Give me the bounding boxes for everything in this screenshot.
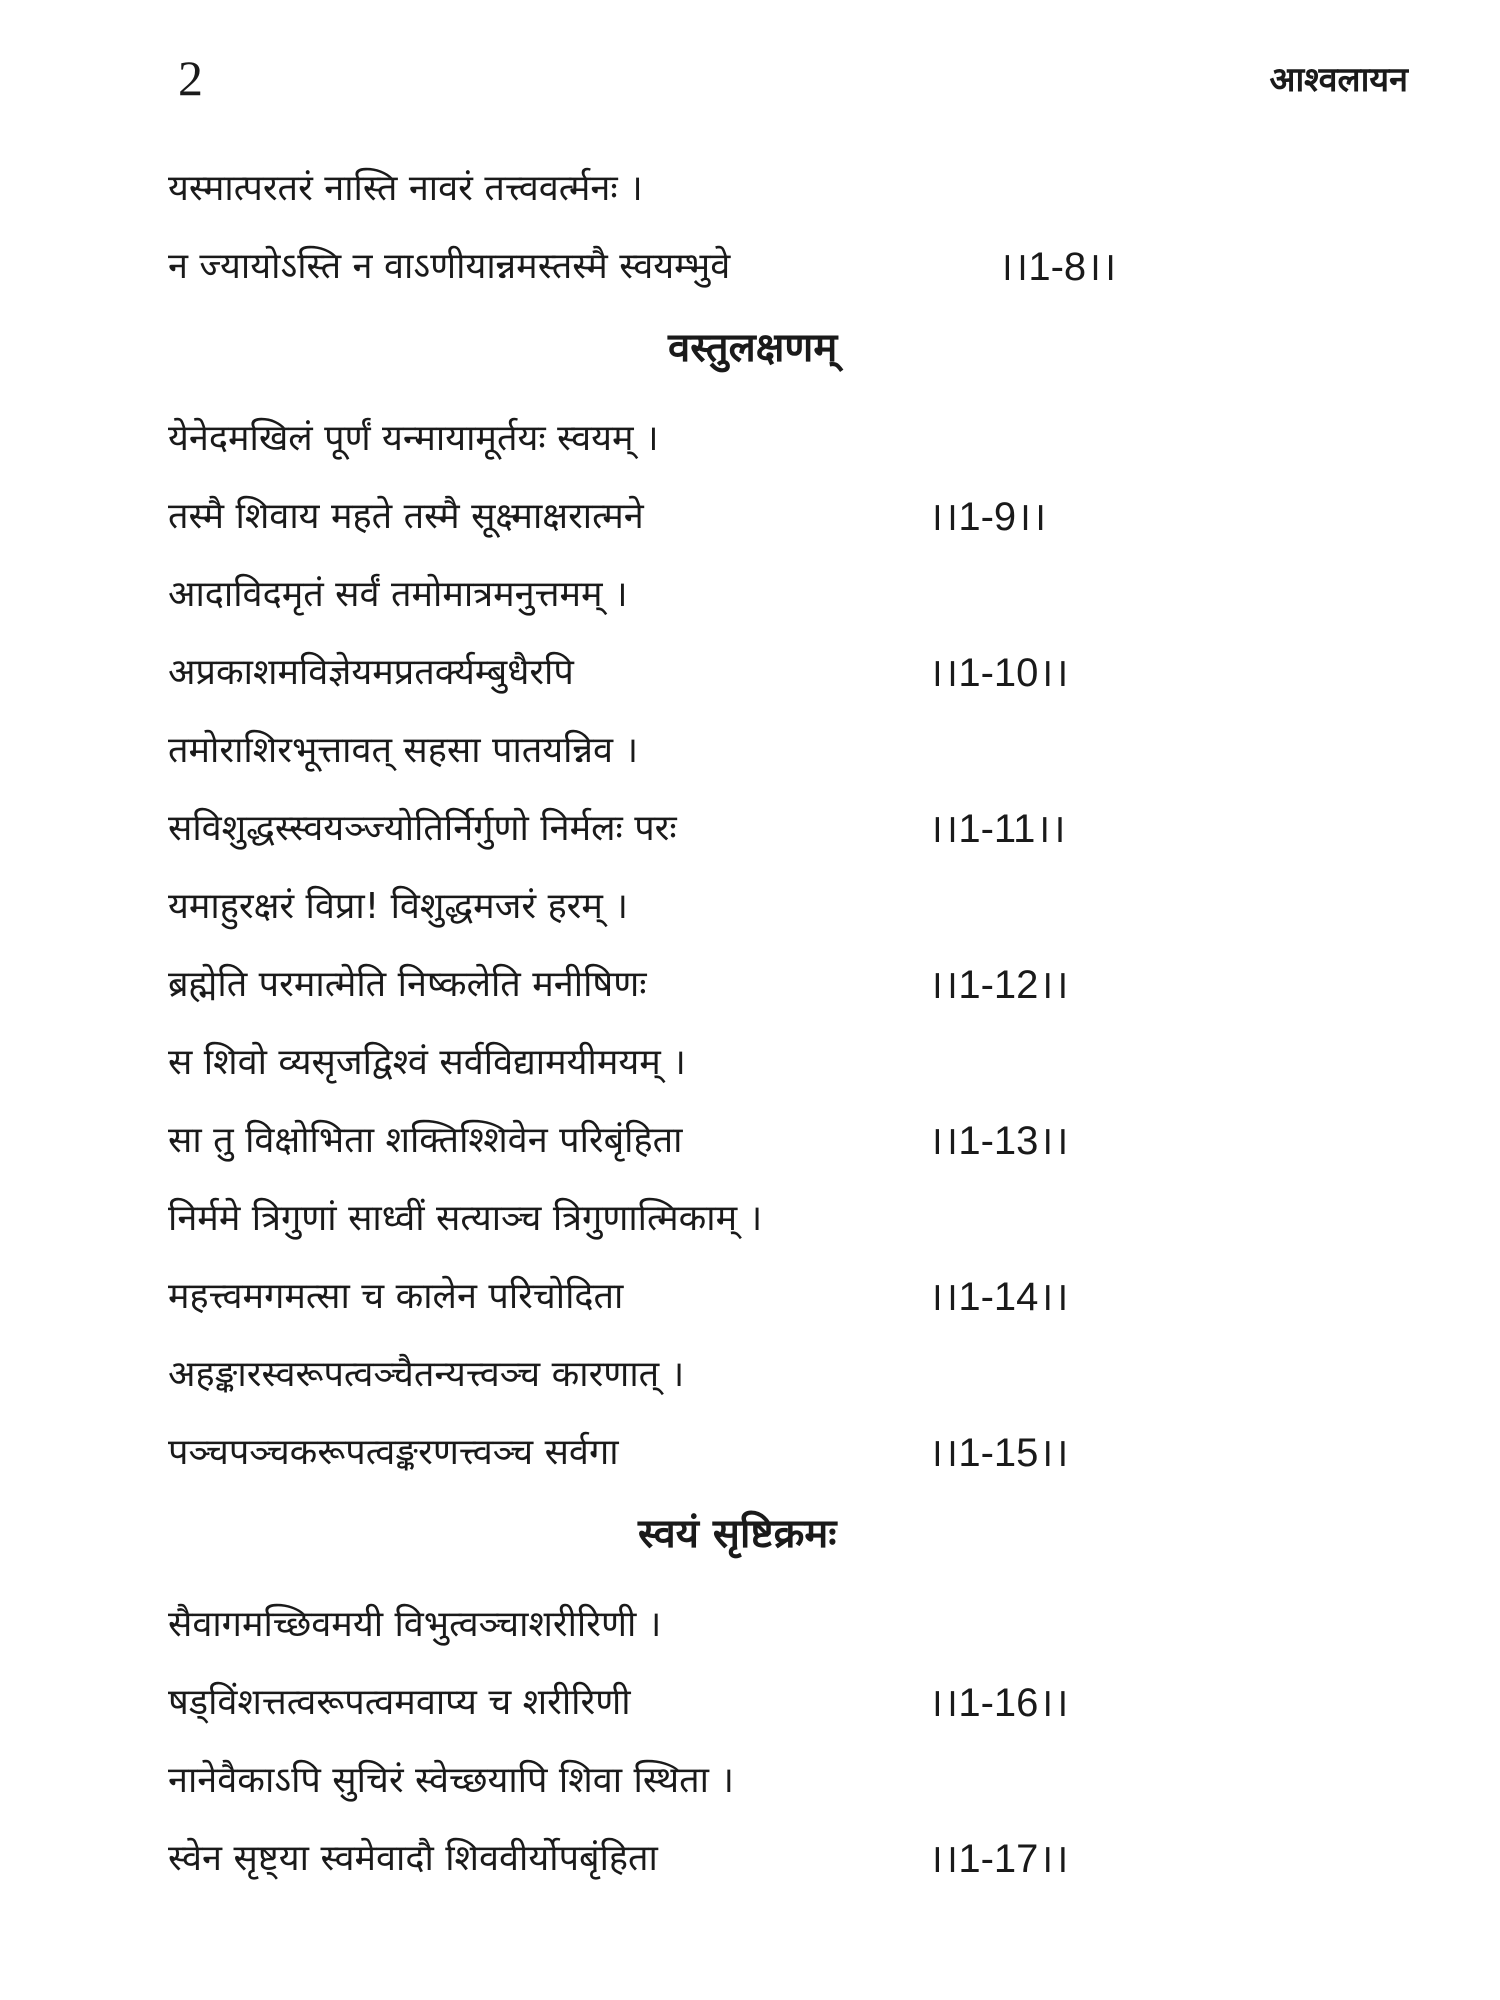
verse-text: पञ्चपञ्चकरूपत्वङ्करणत्त्वञ्च सर्वगा	[168, 1432, 619, 1473]
verse-text: ब्रह्मेति परमात्मेति निष्कलेति मनीषिणः	[168, 964, 647, 1005]
verse-line	[168, 946, 1428, 1024]
verse-number: ।।1-11।।	[928, 807, 1066, 851]
verse-line	[168, 150, 1428, 228]
verse-text: यमाहुरक्षरं विप्रा! विशुद्धमजरं हरम् ।	[168, 886, 629, 927]
verse-number: ।।1-9।।	[928, 495, 1047, 539]
verse-number: ।।1-15।।	[928, 1431, 1069, 1475]
verse-line	[168, 1414, 1428, 1492]
verse-line	[168, 712, 1428, 790]
verse-number: ।।1-13।।	[928, 1119, 1069, 1163]
verse-number: ।।1-17।।	[928, 1837, 1069, 1881]
section-heading: स्वयं सृष्टिक्रमः	[638, 1511, 837, 1557]
verse-line	[168, 228, 1428, 306]
verse-number: ।।1-8।।	[998, 245, 1117, 289]
verse-text: येनेदमखिलं पूर्णं यन्मायामूर्तयः स्वयम् ।	[168, 418, 659, 459]
verse-text: नानेवैकाऽपि सुचिरं स्वेच्छयापि शिवा स्थिता ।	[168, 1760, 735, 1801]
verse-line	[168, 1258, 1428, 1336]
verse-text: स शिवो व्यसृजद्विश्वं सर्वविद्यामयीमयम् ।	[168, 1042, 686, 1083]
verse-text: स्वेन सृष्ट्या स्वमेवादौ शिववीर्योपबृंहिता	[168, 1838, 658, 1879]
verse-number: ।।1-16।।	[928, 1681, 1069, 1725]
verse-text: तमोराशिरभूत्तावत् सहसा पातयन्निव ।	[168, 730, 639, 771]
verse-text: सा तु विक्षोभिता शक्तिश्शिवेन परिबृंहिता	[168, 1120, 683, 1161]
verse-line	[168, 1664, 1428, 1742]
verse-text: आदाविदमृतं सर्वं तमोमात्रमनुत्तमम् ।	[168, 574, 628, 615]
verse-text: निर्ममे त्रिगुणां साध्वीं सत्याञ्च त्रिगुणात्मिकाम् ।	[168, 1198, 763, 1239]
verse-text: सविशुद्धस्स्वयञ्ज्योतिर्निर्गुणो निर्मलः परः	[168, 808, 677, 849]
verse-line	[168, 1024, 1428, 1102]
verse-line	[168, 478, 1428, 556]
verse-line	[168, 634, 1428, 712]
verse-text: अहङ्कारस्वरूपत्वञ्चैतन्यत्त्वञ्च कारणात् ।	[168, 1354, 685, 1395]
verse-number: ।।1-14।।	[928, 1275, 1069, 1319]
verse-text: तस्मै शिवाय महते तस्मै सूक्ष्माक्षरात्मने	[168, 496, 644, 537]
verse-number: ।।1-10।।	[928, 651, 1069, 695]
verse-line	[168, 1102, 1428, 1180]
verse-line	[168, 556, 1428, 634]
verse-body	[168, 150, 1428, 1898]
verse-text: यस्मात्परतरं नास्ति नावरं तत्त्ववर्त्मनः ।	[168, 168, 643, 209]
verse-text: अप्रकाशमविज्ञेयमप्रतर्क्यम्बुधैरपि	[168, 652, 574, 693]
verse-text: महत्त्वमगमत्सा च कालेन परिचोदिता	[168, 1276, 624, 1317]
verse-text: सैवागमच्छिवमयी विभुत्वञ्चाशरीरिणी ।	[168, 1604, 662, 1645]
verse-line	[168, 1180, 1428, 1258]
verse-line	[168, 400, 1428, 478]
verse-line	[168, 1586, 1428, 1664]
verse-line	[168, 1336, 1428, 1414]
verse-line	[168, 790, 1428, 868]
verse-text: न ज्यायोऽस्ति न वाऽणीयान्नमस्तस्मै स्वयम्भुवे	[168, 246, 731, 287]
verse-line	[168, 1742, 1428, 1820]
verse-line	[168, 1820, 1428, 1898]
verse-text: षड्विंशत्तत्वरूपत्वमवाप्य च शरीरिणी	[168, 1682, 631, 1723]
page-number: 2	[178, 50, 203, 106]
section-heading: वस्तुलक्षणम्	[668, 325, 838, 371]
verse-line	[168, 868, 1428, 946]
verse-number: ।।1-12।।	[928, 963, 1069, 1007]
running-head: आश्वलायन	[1269, 60, 1408, 100]
